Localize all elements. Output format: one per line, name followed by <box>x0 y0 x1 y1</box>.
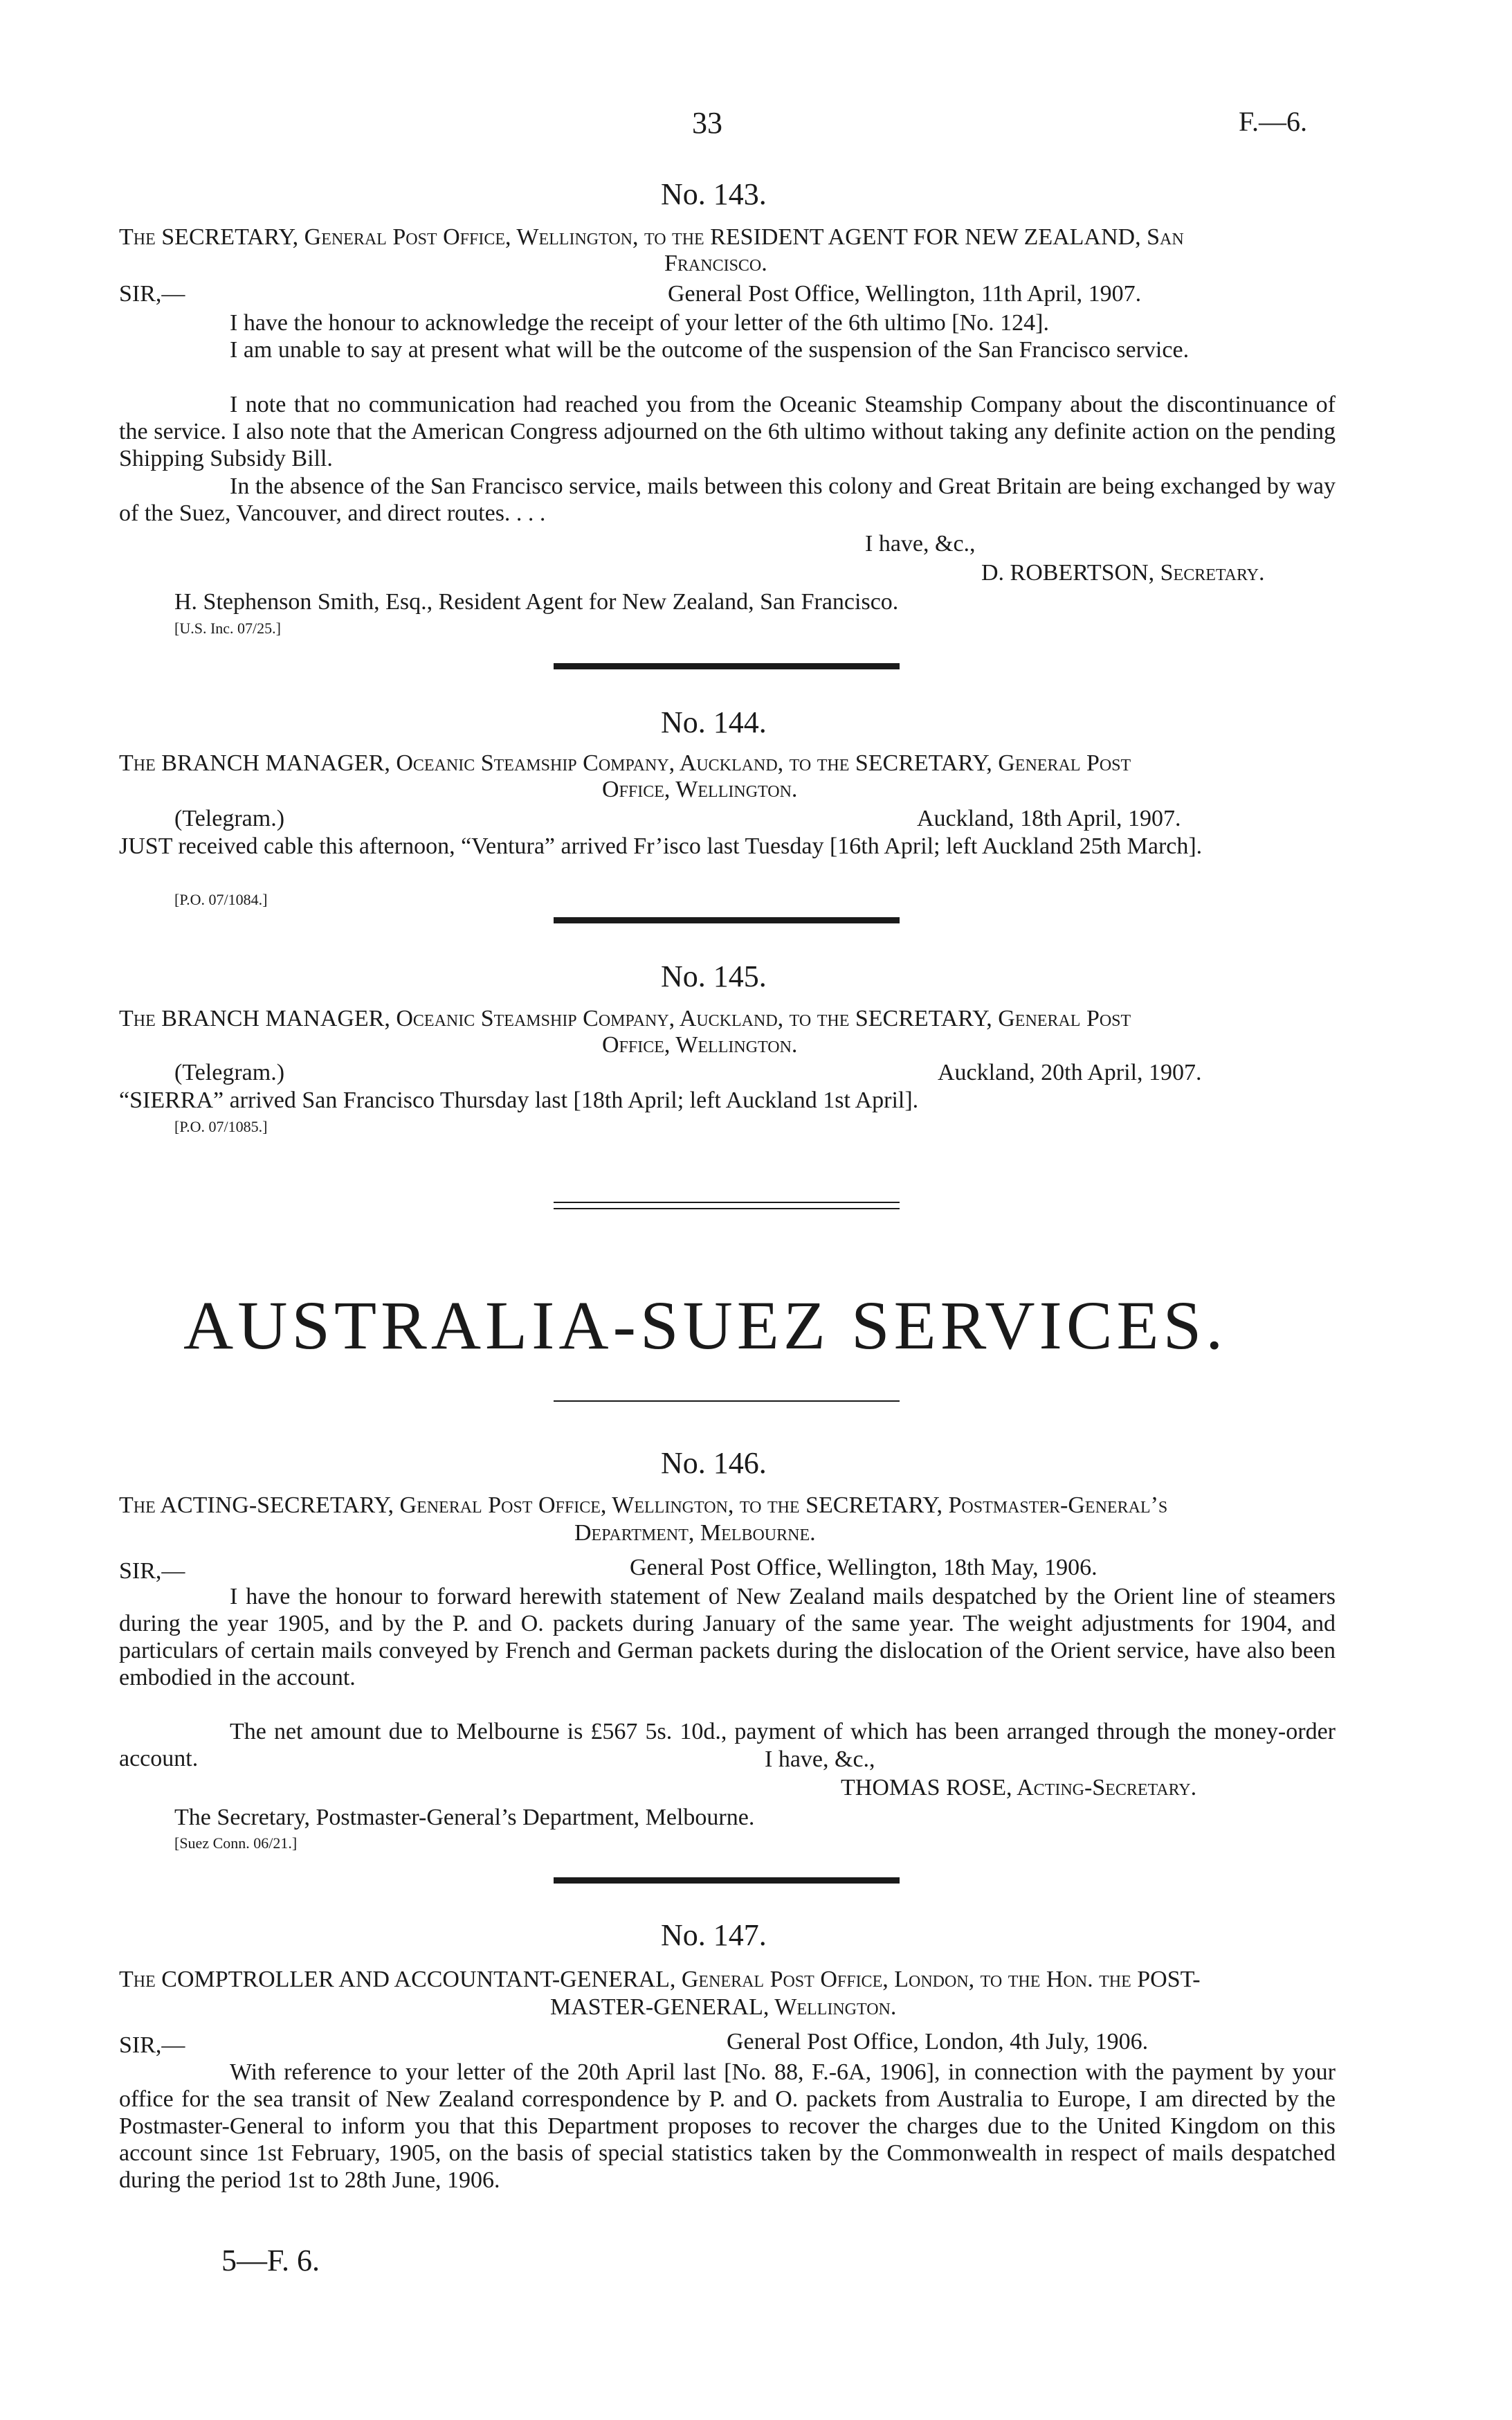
paragraph: I have the honour to forward herewith statement of New Zealand mails despatched by the Orient line of steamers during the year 1905, and by the P. and O. packets during January of the same year. The weight adjustments for 1904, and particulars of certain mails conveyed by French and German packets during the dislocation of the Orient service, have also been embodied in the account. <box>119 1584 1336 1690</box>
salutation: SIR,— <box>119 2032 185 2058</box>
salutation: SIR,— <box>119 281 185 307</box>
letter-heading-line2: Department, Melbourne. <box>574 1520 816 1546</box>
double-rule-top <box>554 1202 900 1203</box>
salutation: SIR,— <box>119 1558 185 1584</box>
title-underline <box>554 1400 900 1402</box>
addressee: The Secretary, Postmaster-General’s Department, Melbourne. <box>174 1805 755 1830</box>
addressee: H. Stephenson Smith, Esq., Resident Agent for New Zealand, San Francisco. <box>174 589 899 615</box>
letter-heading-line2: MASTER-GENERAL, Wellington. <box>550 1994 897 2020</box>
letter-heading-line2: Office, Wellington. <box>602 1032 798 1058</box>
letter-heading-line1: The BRANCH MANAGER, Oceanic Steamship Company, Auckland, to the SECRETARY, General Post <box>119 750 1131 776</box>
letter-number: No. 145. <box>661 959 767 993</box>
dateline: Auckland, 18th April, 1907. <box>917 806 1181 831</box>
letter-heading-line1: The SECRETARY, General Post Office, Wellington, to the RESIDENT AGENT FOR NEW ZEALAND, San <box>119 224 1184 250</box>
paragraph: With reference to your letter of the 20th April last [No. 88, F.-6A, 1906], in connection with the payment by your office for the sea transit of New Zealand correspondence by P. and O. packets from Australia to Europe, I am directed by the Postmaster-General to inform you that this Department proposes to recover the charges due to the United Kingdom on this account since 1st February, 1905, on the basis of special statistics taken by the Commonwealth in respect of mails despatched during the period 1st to 28th June, 1906. <box>119 2059 1336 2193</box>
dateline: General Post Office, Wellington, 18th May, 1906. <box>630 1555 1097 1580</box>
dateline: Auckland, 20th April, 1907. <box>938 1060 1202 1085</box>
file-reference: [U.S. Inc. 07/25.] <box>174 620 281 637</box>
section-divider <box>554 917 900 923</box>
file-reference: [P.O. 07/1085.] <box>174 1118 268 1135</box>
telegram-label: (Telegram.) <box>174 1060 285 1085</box>
signature: THOMAS ROSE, Acting-Secretary. <box>841 1775 1197 1800</box>
dateline: General Post Office, London, 4th July, 1906. <box>727 2029 1149 2055</box>
telegram-body: JUST received cable this afternoon, “Ventura” arrived Fr’isco last Tuesday [16th April; left Auckland 25th March]. <box>119 833 1203 859</box>
signature: D. ROBERTSON, Secretary. <box>981 560 1265 586</box>
document-reference: F.—6. <box>1239 106 1308 137</box>
letter-number: No. 147. <box>661 1918 767 1952</box>
paragraph: I note that no communication had reached you from the Oceanic Steamship Company about the discontinuance of the service. I also note that the American Congress adjourned on the 6th ultimo without taking any definite action on the pending Shipping Subsidy Bill. <box>119 392 1336 471</box>
telegram-body: “SIERRA” arrived San Francisco Thursday last [18th April; left Auckland 1st April]. <box>119 1087 919 1113</box>
closing: I have, &c., <box>765 1746 875 1772</box>
section-divider <box>554 663 900 669</box>
paragraph: The net amount due to Melbourne is £567 5s. 10d., payment of which has been arranged through the money-order account. <box>119 1719 1336 1771</box>
section-title: AUSTRALIA-SUEZ SERVICES. <box>183 1287 1228 1364</box>
letter-heading-line2: Francisco. <box>664 251 767 276</box>
double-rule-bottom <box>554 1208 900 1209</box>
dateline: General Post Office, Wellington, 11th April, 1907. <box>668 281 1142 307</box>
printer-signature-mark: 5—F. 6. <box>221 2243 320 2277</box>
file-reference: [P.O. 07/1084.] <box>174 891 268 908</box>
letter-heading-line1: The COMPTROLLER AND ACCOUNTANT-GENERAL, General Post Office, London, to the Hon. the POST- <box>119 1967 1201 1992</box>
telegram-label: (Telegram.) <box>174 806 285 831</box>
letter-number: No. 143. <box>661 177 767 211</box>
letter-heading-line1: The BRANCH MANAGER, Oceanic Steamship Company, Auckland, to the SECRETARY, General Post <box>119 1006 1131 1031</box>
file-reference: [Suez Conn. 06/21.] <box>174 1834 298 1852</box>
letter-heading-line1: The ACTING-SECRETARY, General Post Office, Wellington, to the SECRETARY, Postmaster-General’s <box>119 1492 1168 1518</box>
paragraph: I am unable to say at present what will be the outcome of the suspension of the San Francisco service. <box>230 337 1190 363</box>
paragraph: I have the honour to acknowledge the receipt of your letter of the 6th ultimo [No. 124]. <box>230 310 1049 336</box>
closing: I have, &c., <box>865 531 976 557</box>
letter-number: No. 144. <box>661 705 767 739</box>
paragraph: In the absence of the San Francisco service, mails between this colony and Great Britain are being exchanged by way of the Suez, Vancouver, and direct routes. . . . <box>119 473 1336 526</box>
page-number: 33 <box>692 106 722 140</box>
letter-heading-line2: Office, Wellington. <box>602 777 798 802</box>
letter-number: No. 146. <box>661 1446 767 1480</box>
section-divider <box>554 1877 900 1884</box>
